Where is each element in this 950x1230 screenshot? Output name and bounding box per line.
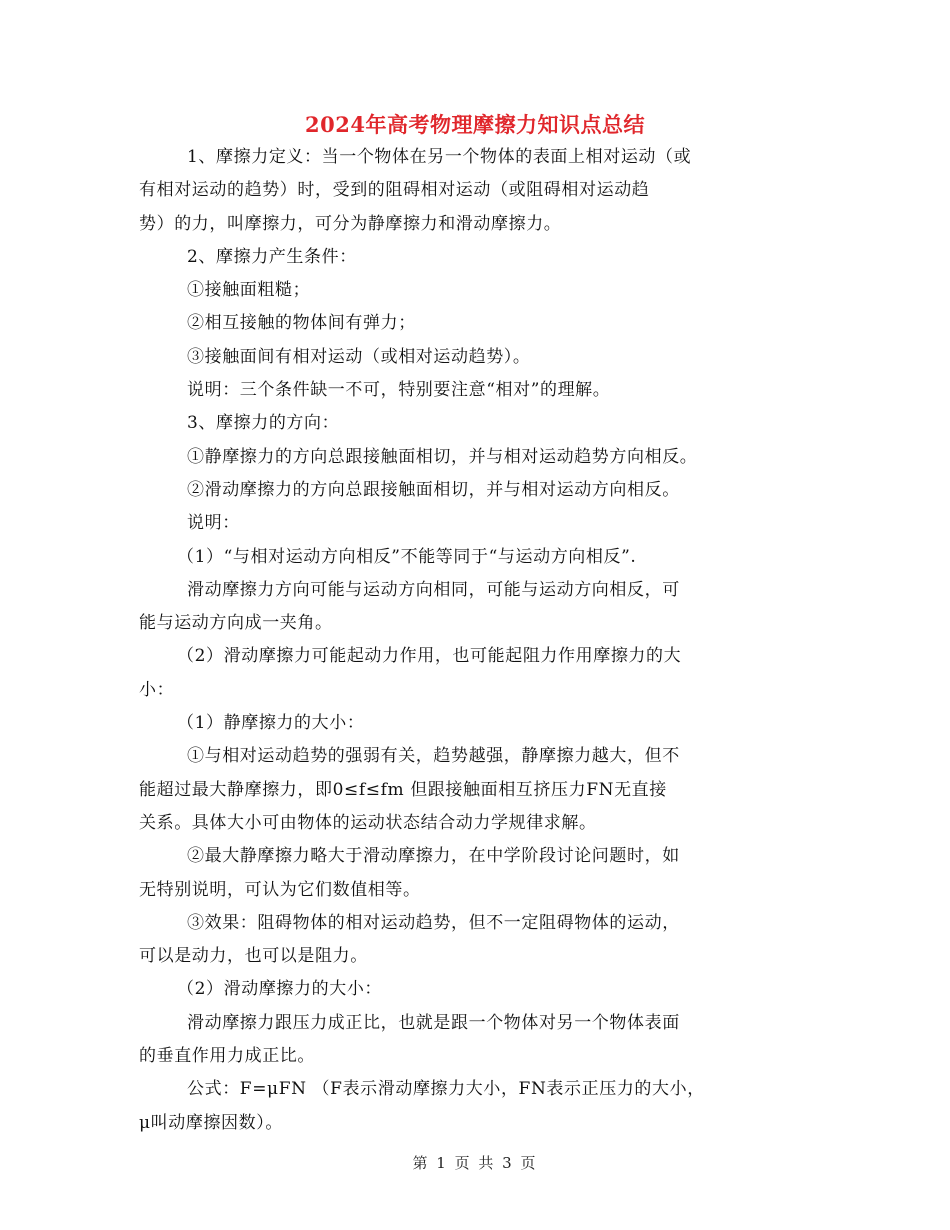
document-title: 2024年高考物理摩擦力知识点总结 bbox=[305, 112, 645, 137]
text-line: 的垂直作用力成正比。 bbox=[139, 1046, 315, 1067]
text-line: 说明：三个条件缺一不可，特别要注意“相对”的理解。 bbox=[187, 380, 611, 401]
text-line: 关系。具体大小可由物体的运动状态结合动力学规律求解。 bbox=[139, 812, 597, 833]
text-line: ②最大静摩擦力略大于滑动摩擦力，在中学阶段讨论问题时，如 bbox=[187, 846, 680, 867]
text-line: 公式：F=μFN （F表示滑动摩擦力大小，FN表示正压力的大小， bbox=[187, 1079, 705, 1100]
text-line: 能超过最大静摩擦力，即0≤f≤fm 但跟接触面相互挤压力FN无直接 bbox=[139, 779, 667, 800]
text-line: 无特别说明，可认为它们数值相等。 bbox=[139, 879, 421, 900]
page-footer: 第 1 页 共 3 页 bbox=[412, 1154, 538, 1172]
text-line: 滑动摩擦力方向可能与运动方向相同，可能与运动方向相反，可 bbox=[187, 579, 680, 600]
text-line: ③接触面间有相对运动（或相对运动趋势）。 bbox=[187, 346, 531, 367]
text-line: 1、摩擦力定义：当一个物体在另一个物体的表面上相对运动（或 bbox=[187, 147, 692, 167]
text-line: 势）的力，叫摩擦力，可分为静摩擦力和滑动摩擦力。 bbox=[139, 213, 562, 234]
text-line: ②相互接触的物体间有弹力； bbox=[187, 313, 416, 334]
text-line: 2、摩擦力产生条件： bbox=[187, 246, 357, 267]
text-line: （1）“与相对运动方向相反”不能等同于“与运动方向相反”. bbox=[177, 546, 637, 567]
text-line: （2）滑动摩擦力可能起动力作用，也可能起阻力作用摩擦力的大 bbox=[177, 646, 682, 667]
text-line: 可以是动力，也可以是阻力。 bbox=[139, 946, 368, 967]
text-line: 有相对运动的趋势）时，受到的阻碍相对运动（或阻碍相对运动趋 bbox=[139, 180, 650, 201]
text-line: 小： bbox=[139, 679, 175, 700]
text-line: ①与相对运动趋势的强弱有关，趋势越强，静摩擦力越大，但不 bbox=[187, 746, 680, 767]
text-line: 3、摩擦力的方向： bbox=[187, 413, 340, 434]
text-line: （1）静摩擦力的大小： bbox=[177, 713, 365, 734]
text-line: ②滑动摩擦力的方向总跟接触面相切，并与相对运动方向相反。 bbox=[187, 479, 680, 500]
text-line: 说明： bbox=[187, 513, 240, 534]
document-body bbox=[139, 141, 819, 1140]
text-line: （2）滑动摩擦力的大小： bbox=[177, 979, 383, 1000]
text-line: 能与运动方向成一夹角。 bbox=[139, 613, 333, 634]
text-line: ①静摩擦力的方向总跟接触面相切，并与相对运动趋势方向相反。 bbox=[187, 446, 698, 467]
text-line: ③效果：阻碍物体的相对运动趋势，但不一定阻碍物体的运动， bbox=[187, 912, 680, 933]
text-line: 滑动摩擦力跟压力成正比，也就是跟一个物体对另一个物体表面 bbox=[187, 1012, 680, 1033]
text-line: μ叫动摩擦因数）。 bbox=[139, 1112, 283, 1133]
text-line: ①接触面粗糙； bbox=[187, 280, 311, 301]
